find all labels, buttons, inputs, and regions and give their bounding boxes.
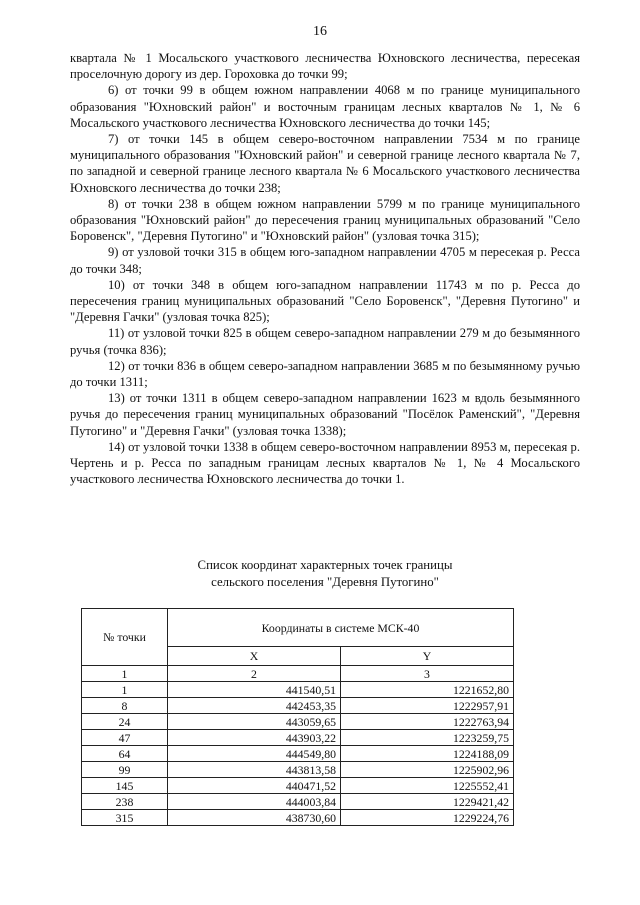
y-cell: 1225902,96 (341, 762, 514, 778)
coordinates-table (81, 608, 514, 826)
x-cell: 444003,84 (168, 794, 341, 810)
header-coordinate-system: Координаты в системе МСК-40 (168, 609, 514, 647)
index-cell: 1 (82, 666, 168, 682)
x-cell: 443813,58 (168, 762, 341, 778)
point-cell: 24 (82, 714, 168, 730)
paragraph: 14) от узловой точки 1338 в общем северо-восточном направлении 8953 м, пересекая р. Чертень и р. Ресса по западным границам лесных кварталов № 1, № 4 Мосальского участкового лесничества Юхновского лесничества до точки 1. (70, 439, 580, 487)
x-cell: 438730,60 (168, 810, 341, 826)
x-cell: 440471,52 (168, 778, 341, 794)
page-number: 16 (313, 24, 327, 39)
y-cell: 1222957,91 (341, 698, 514, 714)
table-row (82, 698, 514, 714)
header-y: Y (341, 647, 514, 666)
paragraph: 13) от точки 1311 в общем северо-западном направлении 1623 м вдоль безымянного ручья до пересечения границ муниципальных образований "Посёлок Раменский", "Деревня Путогино" и "Деревня Гачки" (узловая точка 1338); (70, 391, 580, 438)
coordinates-list-title (70, 557, 580, 590)
table-row (82, 778, 514, 794)
point-cell: 238 (82, 794, 168, 810)
table-row (82, 730, 514, 746)
index-cell: 2 (168, 666, 341, 682)
body-text (70, 50, 580, 487)
point-cell: 315 (82, 810, 168, 826)
x-cell: 443059,65 (168, 714, 341, 730)
paragraph: 10) от точки 348 в общем юго-западном направлении 11743 м по р. Ресса до пересечения границ муниципальных образований "Село Боровенск", "Деревня Путогино" и "Деревня Гачки" (узловая точка 825); (70, 277, 580, 325)
table-row (82, 810, 514, 826)
paragraph: 9) от узловой точки 315 в общем юго-западном направлении 4705 м пересекая р. Ресса до точки 348; (70, 245, 580, 276)
point-cell: 99 (82, 762, 168, 778)
y-cell: 1224188,09 (341, 746, 514, 762)
x-cell: 443903,22 (168, 730, 341, 746)
y-cell: 1223259,75 (341, 730, 514, 746)
y-cell: 1221652,80 (341, 682, 514, 698)
table-row (82, 794, 514, 810)
x-cell: 442453,35 (168, 698, 341, 714)
paragraph: 6) от точки 99 в общем южном направлении 4068 м по границе муниципального образования "Юхновский район" и восточным границам лесных кварталов № 1, № 6 Мосальского участкового лесничества Юхновского лесничества до точки 145; (70, 83, 580, 130)
y-cell: 1225552,41 (341, 778, 514, 794)
list-title-line: сельского поселения "Деревня Путогино" (211, 574, 439, 589)
y-cell: 1229421,42 (341, 794, 514, 810)
table-index-row (82, 666, 514, 682)
y-cell: 1222763,94 (341, 714, 514, 730)
table-row (82, 762, 514, 778)
point-cell: 145 (82, 778, 168, 794)
point-cell: 64 (82, 746, 168, 762)
index-cell: 3 (341, 666, 514, 682)
point-cell: 8 (82, 698, 168, 714)
table-header-row (82, 609, 514, 647)
paragraph: 12) от точки 836 в общем северо-западном направлении 3685 м по безымянному ручью до точки 1311; (70, 358, 580, 390)
list-title-line: Список координат характерных точек границы (197, 558, 453, 572)
paragraph: 7) от точки 145 в общем северо-восточном направлении 7534 м по границе муниципального образования "Юхновский район" и северной границе лесного квартала № 7, по западной и северной границе лесного квартала № 6 Мосальского участкового лесничества Юхновского лесничества до точки 238; (70, 132, 580, 195)
x-cell: 444549,80 (168, 746, 341, 762)
paragraph: квартала № 1 Мосальского участкового лесничества Юхновского лесничества, пересекая проселочную дорогу из дер. Гороховка до точки 99; (70, 51, 580, 82)
y-cell: 1229224,76 (341, 810, 514, 826)
header-x: X (168, 647, 341, 666)
header-point-number: № точки (82, 609, 168, 666)
point-cell: 1 (82, 682, 168, 698)
paragraph: 8) от точки 238 в общем южном направлении 5799 м по границе муниципального образования "Юхновский район" до пересечения границ муниципальных образований "Село Боровенск", "Деревня Путогино" и "Юхновский район" (узловая точка 315); (70, 196, 580, 244)
table-row (82, 746, 514, 762)
paragraph: 11) от узловой точки 825 в общем северо-западном направлении 279 м до безымянного ручья (точка 836); (70, 326, 580, 357)
table-row (82, 682, 514, 698)
table-row (82, 714, 514, 730)
point-cell: 47 (82, 730, 168, 746)
x-cell: 441540,51 (168, 682, 341, 698)
